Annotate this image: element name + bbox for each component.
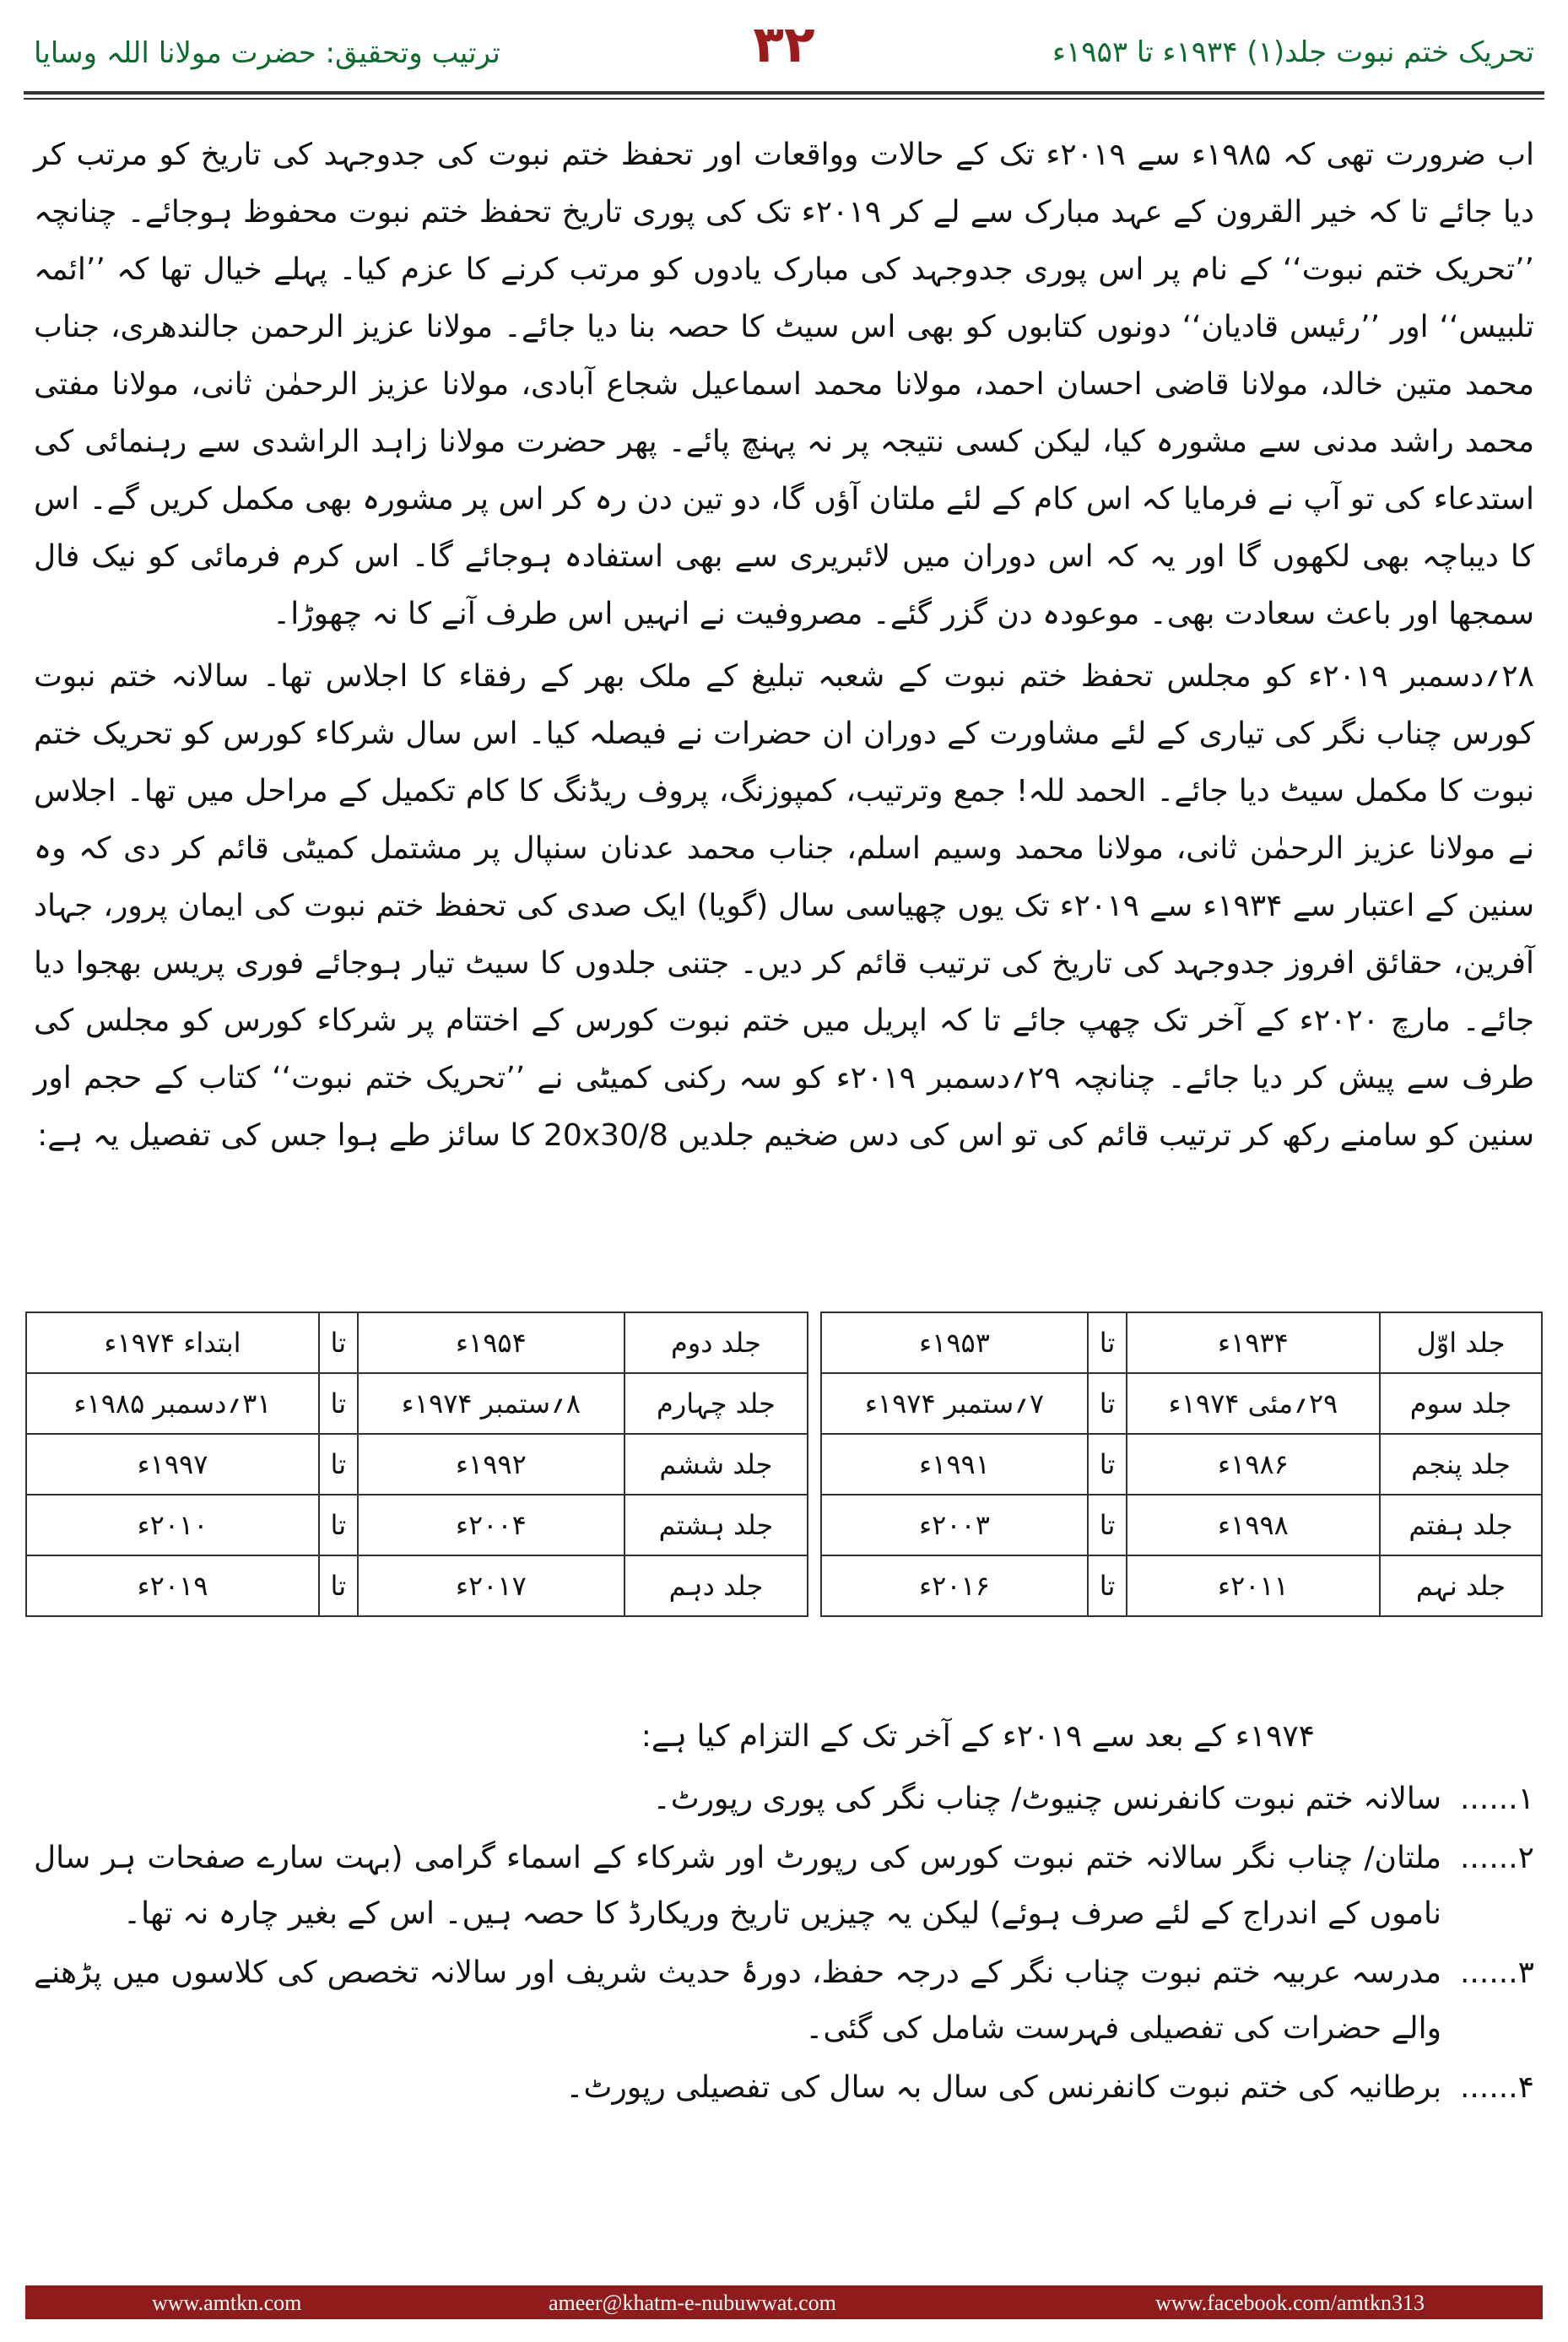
list-item-number: ۳......: [1459, 1955, 1534, 1990]
table-cell: تا: [1088, 1312, 1127, 1373]
list-item-number: ۱......: [1459, 1782, 1534, 1816]
table-cell: ۱۹۳۴ء: [1127, 1312, 1380, 1373]
facebook-link[interactable]: www.facebook.com/amtkn313: [1155, 2291, 1425, 2315]
table-cell: جلد دوم: [624, 1312, 808, 1373]
table-cell: تا: [1088, 1555, 1127, 1616]
table-cell: ۷؍ستمبر ۱۹۷۴ء: [821, 1373, 1088, 1434]
table-gap: [808, 1555, 821, 1616]
list-item: [34, 1831, 1534, 1942]
table-cell: جلد چہارم: [624, 1373, 808, 1434]
table-gap: [808, 1312, 821, 1373]
page-footer: [25, 2285, 1543, 2319]
list-item-number: ۲......: [1459, 1841, 1534, 1875]
table-cell: تا: [1088, 1434, 1127, 1495]
list-item: [34, 1945, 1534, 2057]
list-item-text: مدرسہ عربیہ ختم نبوت چناب نگر کے درجہ حفظ، دورۂ حدیث شریف اور سالانہ تخصص کی کلاسوں میں پڑھنے والے حضرات کی تفصیلی فہرست شامل کی گئی۔: [34, 1955, 1441, 2046]
table-cell: ۱۹۵۳ء: [821, 1312, 1088, 1373]
table-row: [26, 1495, 1542, 1555]
page-header: [0, 0, 1568, 105]
table-gap: [808, 1434, 821, 1495]
header-divider: [24, 91, 1544, 95]
table-cell: ۱۹۹۱ء: [821, 1434, 1088, 1495]
header-divider-thin: [24, 98, 1544, 100]
table-cell: تا: [319, 1495, 358, 1555]
table-cell: ۱۹۹۸ء: [1127, 1495, 1380, 1555]
table-row: [26, 1555, 1542, 1616]
table-cell: جلد نہم: [1380, 1555, 1542, 1616]
table-cell: ۲۰۱۰ء: [26, 1495, 319, 1555]
table-cell: ۱۹۸۶ء: [1127, 1434, 1380, 1495]
list-item-number: ۴......: [1459, 2070, 1534, 2105]
table-cell: جلد ہفتم: [1380, 1495, 1542, 1555]
list-item-text: ملتان/ چناب نگر سالانہ ختم نبوت کورس کی رپورٹ اور شرکاء کے اسماء گرامی (بہت سارے صفحات ہر سال ناموں کے اندراج کے لئے صرف ہوئے) لیکن یہ چیزیں تاریخ وریکارڈ کا حصہ ہیں۔ اس کے بغیر چارہ نہ تھا۔: [34, 1841, 1441, 1931]
main-text: [34, 127, 1534, 1170]
table-gap: [808, 1373, 821, 1434]
commitment-section: [34, 1709, 1534, 2119]
table-cell: جلد ششم: [624, 1434, 808, 1495]
table-cell: ۱۹۵۴ء: [358, 1312, 624, 1373]
table-row: [26, 1434, 1542, 1495]
table-cell: ۸؍ستمبر ۱۹۷۴ء: [358, 1373, 624, 1434]
table-cell: جلد ہشتم: [624, 1495, 808, 1555]
table-cell: ۲۰۱۹ء: [26, 1555, 319, 1616]
table-cell: تا: [1088, 1495, 1127, 1555]
compiler-credit: ترتیب وتحقیق: حضرت مولانا اللہ وسایا: [34, 36, 500, 70]
list-item-text: برطانیہ کی ختم نبوت کانفرنس کی سال بہ سال کی تفصیلی رپورٹ۔: [565, 2070, 1441, 2105]
table-row: [26, 1373, 1542, 1434]
table-cell: ۲۰۰۳ء: [821, 1495, 1088, 1555]
volumes-table: [25, 1312, 1543, 1617]
list-item: [34, 1771, 1534, 1827]
volumes-table-container: [25, 1312, 1543, 1617]
table-cell: تا: [319, 1312, 358, 1373]
table-cell: جلد سوم: [1380, 1373, 1542, 1434]
table-cell: ۱۹۹۷ء: [26, 1434, 319, 1495]
table-row: [26, 1312, 1542, 1373]
page-number: ۳۲: [753, 15, 815, 74]
table-gap: [808, 1495, 821, 1555]
list-intro: ۱۹۷۴ء کے بعد سے ۲۰۱۹ء کے آخر تک کے التزام کیا ہے:: [641, 1719, 1315, 1754]
paragraph-2: ۲۸؍دسمبر ۲۰۱۹ء کو مجلس تحفظ ختم نبوت کے شعبہ تبلیغ کے ملک بھر کے رفقاء کا اجلاس تھا۔ سالانہ ختم نبوت کورس چناب نگر کی تیاری کے لئے مشاورت کے دوران ان حضرات نے فیصلہ کیا۔ اس سال شرکاء کورس کو تحریک ختم نبوت کا مکمل سیٹ دیا جائے۔ الحمد للہ! جمع وترتیب، کمپوزنگ، پروف ریڈنگ کا کام تکمیل کے مراحل میں تھا۔ اجلاس نے مولانا عزیز الرحمٰن ثانی، مولانا محمد وسیم اسلم، جناب محمد عدنان سنپال پر مشتمل کمیٹی قائم کر دی کہ وہ سنین کے اعتبار سے ۱۹۳۴ء سے ۲۰۱۹ء تک یوں چھیاسی سال (گویا) ایک صدی کی تحفظ ختم نبوت کی ایمان پرور، جہاد آفرین، حقائق افروز جدوجہد کی تاریخ کی ترتیب قائم کر دیں۔ جتنی جلدوں کا سیٹ تیار ہوجائے فوری پریس بھجوا دیا جائے۔ مارچ ۲۰۲۰ء کے آخر تک چھپ جائے تا کہ اپریل میں ختم نبوت کورس کے اختتام پر شرکاء کورس کو مجلس کی طرف سے پیش کر دیا جائے۔ چنانچہ ۲۹؍دسمبر ۲۰۱۹ء کو سہ رکنی کمیٹی نے ’’تحریک ختم نبوت‘‘ کتاب کے حجم اور سنین کو سامنے رکھ کر ترتیب قائم کی تو اس کی دس ضخیم جلدیں 20x30/8 کا سائز طے ہوا جس کی تفصیل یہ ہے:: [34, 659, 1535, 1153]
table-cell: تا: [319, 1434, 358, 1495]
table-cell: جلد پنجم: [1380, 1434, 1542, 1495]
table-cell: ۲۰۰۴ء: [358, 1495, 624, 1555]
table-cell: ۲۰۱۱ء: [1127, 1555, 1380, 1616]
paragraph-1: اب ضرورت تھی کہ ۱۹۸۵ء سے ۲۰۱۹ء تک کے حالات وواقعات اور تحفظ ختم نبوت کی جدوجہد کی تاریخ کو مرتب کر دیا جائے تا کہ خیر القرون کے عہد مبارک سے لے کر ۲۰۱۹ء تک کی پوری تاریخ تحفظ ختم نبوت محفوظ ہوجائے۔ چنانچہ ’’تحریک ختم نبوت‘‘ کے نام پر اس پوری جدوجہد کی مبارک یادوں کو مرتب کرنے کا عزم کیا۔ پہلے خیال تھا کہ ’’ائمہ تلبیس‘‘ اور ’’رئیس قادیان‘‘ دونوں کتابوں کو بھی اس سیٹ کا حصہ بنا دیا جائے۔ مولانا عزیز الرحمن جالندھری، جناب محمد متین خالد، مولانا قاضی احسان احمد، مولانا محمد اسماعیل شجاع آبادی، مولانا عزیز الرحمٰن ثانی، مولانا مفتی محمد راشد مدنی سے مشورہ کیا، لیکن کسی نتیجہ پر نہ پہنچ پائے۔ پھر حضرت مولانا زاہد الراشدی سے رہنمائی کی استدعاء کی تو آپ نے فرمایا کہ اس کام کے لئے ملتان آؤں گا، دو تین دن رہ کر اس پر مشورہ بھی مکمل کریں گے۔ اس کا دیباچہ بھی لکھوں گا اور یہ کہ اس دوران میں لائبریری سے بھی استفادہ ہوجائے گا۔ اس کرم فرمائی کو نیک فال سمجھا اور باعث سعادت بھی۔ موعودہ دن گزر گئے۔ مصروفیت نے انہیں اس طرف آنے کا نہ چھوڑا۔: [34, 138, 1535, 631]
table-cell: ۲۰۱۷ء: [358, 1555, 624, 1616]
table-cell: جلد دہم: [624, 1555, 808, 1616]
table-cell: تا: [319, 1373, 358, 1434]
table-cell: ابتداء ۱۹۷۴ء: [26, 1312, 319, 1373]
table-cell: ۳۱؍دسمبر ۱۹۸۵ء: [26, 1373, 319, 1434]
table-cell: ۲۹؍مئی ۱۹۷۴ء: [1127, 1373, 1380, 1434]
book-title: تحریک ختم نبوت جلد(۱) ۱۹۳۴ء تا ۱۹۵۳ء: [1052, 35, 1534, 69]
list-item: [34, 2060, 1534, 2116]
table-cell: ۱۹۹۲ء: [358, 1434, 624, 1495]
website-link[interactable]: www.amtkn.com: [152, 2291, 302, 2315]
table-cell: ۲۰۱۶ء: [821, 1555, 1088, 1616]
table-cell: جلد اوّل: [1380, 1312, 1542, 1373]
email-link[interactable]: ameer@khatm-e-nubuwwat.com: [549, 2291, 836, 2315]
list-item-text: سالانہ ختم نبوت کانفرنس چنیوٹ/ چناب نگر کی پوری رپورٹ۔: [652, 1782, 1441, 1816]
table-cell: تا: [1088, 1373, 1127, 1434]
table-cell: تا: [319, 1555, 358, 1616]
